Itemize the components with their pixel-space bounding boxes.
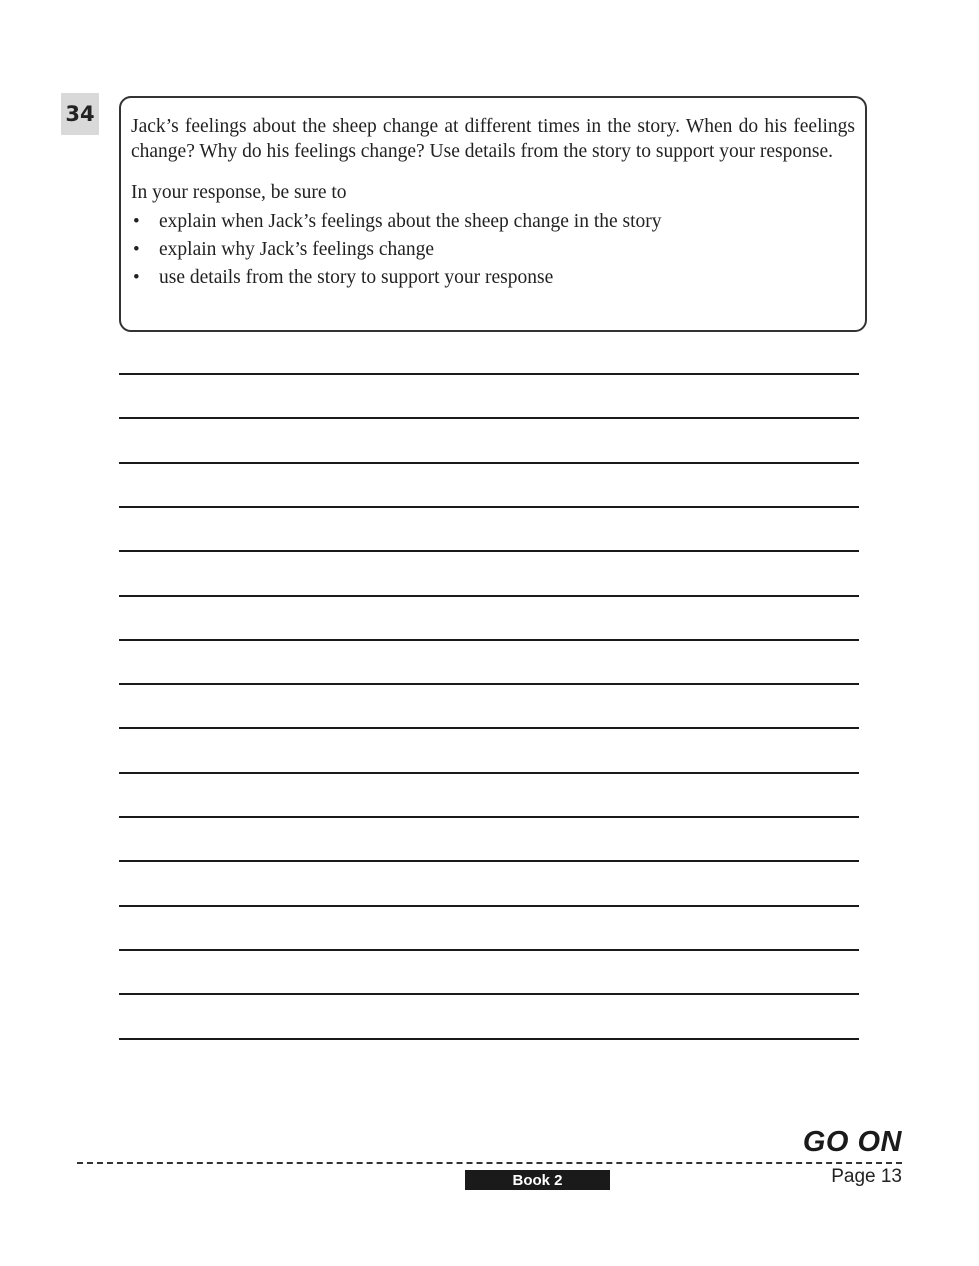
question-prompt-box [119,96,867,332]
answer-line[interactable] [119,683,859,685]
answer-line[interactable] [119,595,859,597]
question-number: 34 [61,93,99,135]
instruction-item: • use details from the story to support your response [131,264,855,292]
answer-area[interactable] [119,373,859,1053]
answer-line[interactable] [119,506,859,508]
instruction-item: • explain why Jack’s feelings change [131,236,855,264]
answer-line[interactable] [119,772,859,774]
answer-line[interactable] [119,905,859,907]
instructions-intro: In your response, be sure to [131,182,347,203]
question-prompt-text: Jack’s feelings about the sheep change at different times in the story. When do his feelings change? Why do his feelings change? Use details from the story to support your response. [131,116,855,162]
footer-divider [77,1162,902,1164]
answer-line[interactable] [119,417,859,419]
answer-line[interactable] [119,727,859,729]
answer-line[interactable] [119,993,859,995]
answer-line[interactable] [119,462,859,464]
instruction-item: • explain when Jack’s feelings about the sheep change in the story [131,208,855,236]
page-number: Page 13 [831,1166,902,1187]
book-label: Book 2 [465,1170,610,1190]
answer-line[interactable] [119,949,859,951]
instructions-list [131,208,855,292]
answer-line[interactable] [119,639,859,641]
go-on-label: GO ON [802,1126,902,1158]
answer-line[interactable] [119,816,859,818]
answer-line[interactable] [119,550,859,552]
answer-line[interactable] [119,860,859,862]
answer-line[interactable] [119,1038,859,1040]
answer-line[interactable] [119,373,859,375]
